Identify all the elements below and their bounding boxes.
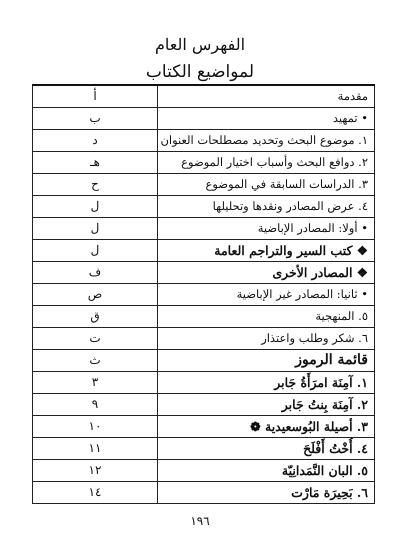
toc-entry-page: ح — [33, 174, 158, 196]
toc-row — [33, 306, 375, 328]
toc-row — [33, 240, 375, 262]
toc-entry-title: مقدمة — [158, 85, 375, 108]
toc-entry-title: • أولا: المصادر الإباضية — [158, 218, 375, 240]
toc-entry-title: ٥. المنهجية — [158, 306, 375, 328]
toc-entry-title: • تمهيد — [158, 108, 375, 130]
toc-entry-page: ف — [33, 262, 158, 284]
toc-entry-page: ق — [33, 306, 158, 328]
toc-row — [33, 416, 375, 438]
toc-row — [33, 328, 375, 350]
toc-entry-title: ٥. البان النَّمَدانِيّة — [158, 460, 375, 482]
toc-entry-title: ٤. أُخْتُ أَفْلَحَ — [158, 438, 375, 460]
toc-entry-title: ١. آمِنَة امرَأَةُ جَابر — [158, 372, 375, 394]
toc-entry-page: ١٤ — [33, 482, 158, 504]
toc-entry-page: أ — [33, 85, 158, 108]
toc-row — [33, 262, 375, 284]
toc-row — [33, 350, 375, 372]
page-title: الفهرس العام — [154, 35, 246, 54]
toc-row — [33, 460, 375, 482]
toc-entry-title: ٣. أصيلة البُوسعيدية ❁ — [158, 416, 375, 438]
toc-entry-title: ٦. بَحِيرَة مَارْت — [158, 482, 375, 504]
toc-row — [33, 438, 375, 460]
toc-row — [33, 482, 375, 504]
toc-entry-page: ث — [33, 350, 158, 372]
toc-body — [33, 85, 375, 504]
toc-entry-title: ❖ كتب السير والتراجم العامة — [158, 240, 375, 262]
toc-row — [33, 108, 375, 130]
toc-row — [33, 85, 375, 108]
toc-entry-page: ب — [33, 108, 158, 130]
toc-entry-page: ٣ — [33, 372, 158, 394]
page-subtitle: لمواضيع الكتاب — [145, 62, 255, 82]
toc-table — [32, 84, 375, 504]
toc-entry-page: ١٠ — [33, 416, 158, 438]
toc-row — [33, 218, 375, 240]
toc-entry-title: • ثانيا: المصادر غير الإباضية — [158, 284, 375, 306]
toc-entry-title: ١. موضوع البحث وتحديد مصطلحات العنوان — [158, 130, 375, 152]
toc-entry-page: ص — [33, 284, 158, 306]
toc-entry-page: ٩ — [33, 394, 158, 416]
toc-entry-page: ل — [33, 240, 158, 262]
toc-entry-title: ٤. عرض المصادر ونقدها وتحليلها — [158, 196, 375, 218]
toc-entry-page: ل — [33, 218, 158, 240]
toc-entry-title: ٦. شكر وطلب واعتذار — [158, 328, 375, 350]
toc-entry-page: ت — [33, 328, 158, 350]
toc-entry-page: ل — [33, 196, 158, 218]
page-number: ١٩٦ — [190, 514, 210, 528]
toc-entry-title: قائمة الرموز — [158, 350, 375, 372]
toc-row — [33, 372, 375, 394]
toc-entry-page: ١٢ — [33, 460, 158, 482]
toc-entry-page: ١١ — [33, 438, 158, 460]
toc-row — [33, 284, 375, 306]
toc-entry-title: ٢. آمِنَة بِنتُ جَابر — [158, 394, 375, 416]
toc-row — [33, 152, 375, 174]
toc-row — [33, 394, 375, 416]
toc-entry-page: د — [33, 130, 158, 152]
toc-entry-page: هـ — [33, 152, 158, 174]
toc-row — [33, 174, 375, 196]
toc-entry-title: ❖ المصادر الأخرى — [158, 262, 375, 284]
toc-row — [33, 130, 375, 152]
toc-entry-title: ٢. دوافع البحث وأسباب اختيار الموضوع — [158, 152, 375, 174]
toc-entry-title: ٣. الدراسات السابقة في الموضوع — [158, 174, 375, 196]
toc-row — [33, 196, 375, 218]
